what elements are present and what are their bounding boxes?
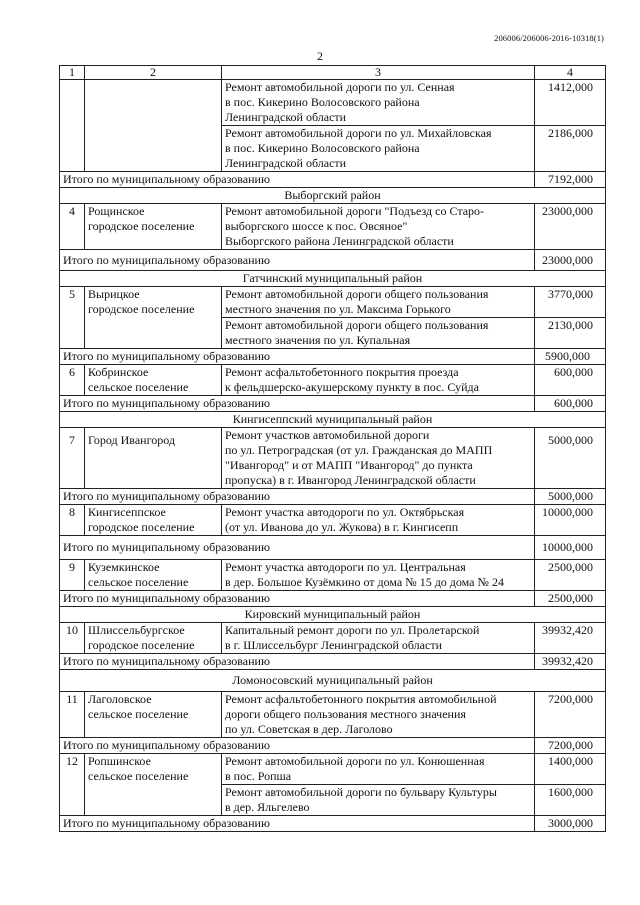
- cell-municipality: Шлиссельбургское городское поселение: [85, 623, 222, 654]
- subtotal-amount: 5000,000: [535, 489, 606, 505]
- cell-municipality: Лаголовское сельское поселение: [85, 692, 222, 738]
- subtotal-row: [60, 489, 606, 505]
- subtotal-label: Итого по муниципальному образованию: [60, 489, 535, 505]
- cell-amount: 3770,000: [535, 287, 606, 318]
- cell-municipality: Город Ивангород: [85, 428, 222, 489]
- subtotal-row: [60, 349, 606, 365]
- cell-number: 12: [60, 754, 85, 816]
- subtotal-row: [60, 591, 606, 607]
- cell-work: Ремонт участка автодороги по ул. Октябрьская (от ул. Иванова до ул. Жукова) в г. Кингисепп: [222, 505, 535, 536]
- cell-work: Ремонт автомобильной дороги по бульвару Культуры в дер. Яльгелево: [222, 785, 535, 816]
- table-row: [60, 692, 606, 738]
- table-row: [60, 428, 606, 489]
- cell-work: Ремонт автомобильной дороги по ул. Конюшенная в пос. Ропша: [222, 754, 535, 785]
- section-title: Кировский муниципальный район: [60, 607, 606, 623]
- section-title: Кингисеппский муниципальный район: [60, 412, 606, 428]
- cell-amount: 1400,000: [535, 754, 606, 785]
- cell-work: Ремонт участка автодороги по ул. Центральная в дер. Большое Кузёмкино от дома № 15 до дома № 24: [222, 560, 535, 591]
- cell-amount: 2130,000: [535, 318, 606, 349]
- cell-number: 10: [60, 623, 85, 654]
- cell-amount: 1412,000: [535, 80, 606, 126]
- table-row: [60, 365, 606, 396]
- cell-number: 5: [60, 287, 85, 349]
- table-header-row: [60, 66, 606, 80]
- cell-number: 9: [60, 560, 85, 591]
- subtotal-label: Итого по муниципальному образованию: [60, 396, 535, 412]
- road-repair-table: [59, 65, 606, 832]
- cell-amount: 2500,000: [535, 560, 606, 591]
- subtotal-row: [60, 536, 606, 560]
- cell-amount: 7200,000: [535, 692, 606, 738]
- subtotal-row: [60, 816, 606, 832]
- section-header-row: [60, 271, 606, 287]
- cell-municipality: Вырицкое городское поселение: [85, 287, 222, 349]
- cell-work: Ремонт асфальтобетонного покрытия автомобильной дороги общего пользования местного значения по ул. Советская в дер. Лаголово: [222, 692, 535, 738]
- column-header-2: 2: [85, 66, 222, 80]
- table-row: [60, 204, 606, 250]
- cell-work: Ремонт участков автомобильной дороги по ул. Петроградская (от ул. Гражданская до МАПП "Ивангород" и от МАПП "Ивангород" до пункта пропуска) в г. Ивангород Ленинградской области: [222, 428, 535, 489]
- subtotal-row: [60, 396, 606, 412]
- cell-work: Ремонт автомобильной дороги "Подъезд со Старо- выборгского шоссе к пос. Овсяное" Выборгского района Ленинградской области: [222, 204, 535, 250]
- cell-number: 11: [60, 692, 85, 738]
- cell-amount: 23000,000: [535, 204, 606, 250]
- subtotal-label: Итого по муниципальному образованию: [60, 172, 535, 188]
- subtotal-amount: 7200,000: [535, 738, 606, 754]
- cell-amount: 2186,000: [535, 126, 606, 172]
- subtotal-row: [60, 738, 606, 754]
- cell-municipality: Кобринское сельское поселение: [85, 365, 222, 396]
- cell-work: Ремонт автомобильной дороги общего пользования местного значения по ул. Купальная: [222, 318, 535, 349]
- subtotal-label: Итого по муниципальному образованию: [60, 816, 535, 832]
- subtotal-amount: 23000,000: [535, 250, 606, 271]
- table-row: [60, 623, 606, 654]
- section-title: Гатчинский муниципальный район: [60, 271, 606, 287]
- table-row: [60, 287, 606, 318]
- column-header-3: 3: [222, 66, 535, 80]
- subtotal-amount: 600,000: [535, 396, 606, 412]
- cell-number: 8: [60, 505, 85, 536]
- subtotal-row: [60, 172, 606, 188]
- subtotal-label: Итого по муниципальному образованию: [60, 250, 535, 271]
- section-header-row: [60, 670, 606, 692]
- subtotal-label: Итого по муниципальному образованию: [60, 654, 535, 670]
- subtotal-label: Итого по муниципальному образованию: [60, 591, 535, 607]
- cell-number: 4: [60, 204, 85, 250]
- cell-amount: 10000,000: [535, 505, 606, 536]
- column-header-1: 1: [60, 66, 85, 80]
- cell-amount: 39932,420: [535, 623, 606, 654]
- cell-municipality: Кингисеппское городское поселение: [85, 505, 222, 536]
- cell-municipality: [85, 80, 222, 172]
- cell-work: Ремонт автомобильной дороги по ул. Сенная в пос. Кикерино Волосовского района Ленинградской области: [222, 80, 535, 126]
- cell-work: Капитальный ремонт дороги по ул. Пролетарской в г. Шлиссельбург Ленинградской области: [222, 623, 535, 654]
- section-header-row: [60, 188, 606, 204]
- section-title: Ломоносовский муниципальный район: [60, 670, 606, 692]
- table-row: [60, 505, 606, 536]
- cell-number: 7: [60, 428, 85, 489]
- cell-amount: 600,000: [535, 365, 606, 396]
- subtotal-amount: 39932,420: [535, 654, 606, 670]
- cell-work: Ремонт асфальтобетонного покрытия проезда к фельдшерско-акушерскому пункту в пос. Суйда: [222, 365, 535, 396]
- subtotal-label: Итого по муниципальному образованию: [60, 738, 535, 754]
- column-header-4: 4: [535, 66, 606, 80]
- table-row: [60, 754, 606, 785]
- subtotal-row: [60, 654, 606, 670]
- cell-work: Ремонт автомобильной дороги по ул. Михайловская в пос. Кикерино Волосовского района Ленинградской области: [222, 126, 535, 172]
- table-row: [60, 80, 606, 126]
- section-header-row: [60, 607, 606, 623]
- subtotal-label: Итого по муниципальному образованию: [60, 536, 535, 560]
- section-header-row: [60, 412, 606, 428]
- page-number: 2: [317, 49, 323, 63]
- cell-amount: 5000,000: [535, 428, 606, 489]
- subtotal-label: Итого по муниципальному образованию: [60, 349, 535, 365]
- cell-municipality: Ропшинское сельское поселение: [85, 754, 222, 816]
- subtotal-amount: 2500,000: [535, 591, 606, 607]
- subtotal-amount: 10000,000: [535, 536, 606, 560]
- document-id: 206006/206006-2016-10318(1): [494, 33, 604, 43]
- subtotal-amount: 5900,000: [535, 349, 606, 365]
- cell-amount: 1600,000: [535, 785, 606, 816]
- cell-work: Ремонт автомобильной дороги общего пользования местного значения по ул. Максима Горького: [222, 287, 535, 318]
- cell-municipality: Рощинское городское поселение: [85, 204, 222, 250]
- cell-number: 6: [60, 365, 85, 396]
- subtotal-row: [60, 250, 606, 271]
- subtotal-amount: 7192,000: [535, 172, 606, 188]
- section-title: Выборгский район: [60, 188, 606, 204]
- subtotal-amount: 3000,000: [535, 816, 606, 832]
- table-row: [60, 560, 606, 591]
- cell-number: [60, 80, 85, 172]
- cell-municipality: Куземкинское сельское поселение: [85, 560, 222, 591]
